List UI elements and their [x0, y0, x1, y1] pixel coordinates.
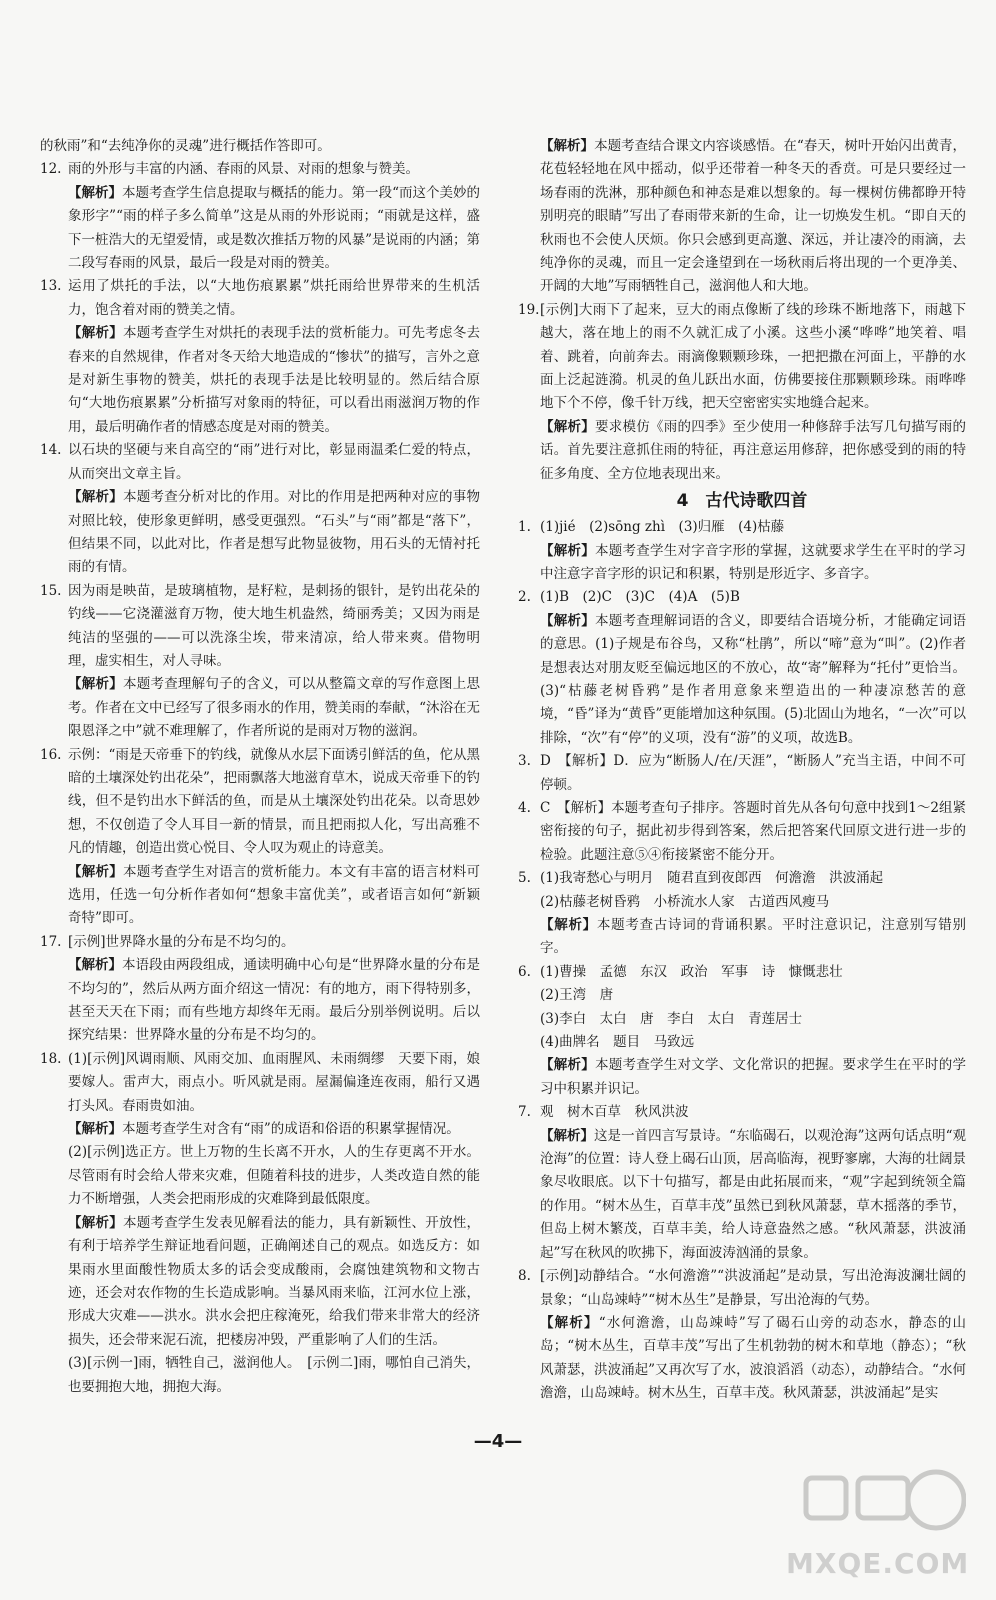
item-number: 1. — [518, 519, 531, 536]
answer-paragraph — [40, 1141, 480, 1211]
paragraph-text: 本题考查学生对文学、文化常识的把握。要求学生在平时的学习中积累并识记。 — [540, 1057, 966, 1097]
paragraph-text: 本题考查理解词语的含义，即要结合语境分析，才能确定词语的意思。(1)子规是布谷鸟，又称“杜鹃”，所以“啼”意为“叫”。(2)作者是想表达对朋友贬至偏远地区的不放心，故“寄”解释为“托付”更恰当。(3)“枯藤老树昏鸦”是作者用意象来塑造出的一种凄凉愁苦的意境，“昏”译为“黄昏”更能增加这种氛围。(5)北固山为地名，“一次”可以排除，“次”有“停”的义项，没有“游”的义项，故选B。 — [540, 612, 966, 746]
answer-item — [40, 439, 480, 486]
item-number: 2. — [518, 589, 531, 606]
analysis-paragraph — [40, 673, 480, 743]
answer-text: 雨的外形与丰富的内涵、春雨的风景、对雨的想象与赞美。 — [68, 161, 419, 178]
paragraph-text: 本题考查结合课文内容谈感悟。在“春天，树叶开始闪出黄青，花苞轻轻地在风中摇动，似乎还带着一种冬天的香贲。可是只要经过一场春雨的洗淋，那种颜色和神态是难以想象的。每一棵树仿佛都睁开特别明亮的眼睛”写出了春雨带来新的生命，让一切焕发生机。“即自天的秋雨也不会使人厌烦。你只会感到更高邈、深远，并让凄冷的雨滴，去纯净你的灵魂，而且一定会逢望到在一场秋雨后将出现的一个更净美、开阔的大地”写雨牺牲自己，滋润他人和大地。 — [540, 138, 966, 295]
answer-item — [40, 931, 480, 954]
answer-item — [518, 1265, 966, 1312]
paragraph-text: “水何澹澹，山岛竦峙”写了碣石山旁的动态水，静态的山岛；“树木丛生，百草丰茂”写出了生机勃勃的树木和草地（静态）；“秋风萧瑟，洪波涌起”又再次写了水，波浪滔滔（动态），动静结合。“水何澹澹，山岛竦峙。树木丛生，百草丰茂。秋风萧瑟，洪波涌起”是实 — [540, 1314, 966, 1402]
answer-text: [示例]动静结合。“水何澹澹”“洪波涌起”是动景，写出沧海波澜壮阔的景象；“山岛竦峙”“树木丛生”是静景，写出沧海的气势。 — [540, 1268, 966, 1308]
answer-paragraph — [518, 984, 966, 1007]
item-number: 18. — [40, 1050, 62, 1067]
watermark-text: MXQE.COM — [786, 1547, 970, 1580]
paragraph-text: 本语段由两段组成，通读明确中心句是“世界降水量的分布是不均匀的”，然后从两方面介绍这一情况：有的地方，雨下得特别多，甚至天天在下雨；而有些地方却终年无雨。最后分别举例说明。后以探究结果：世界降水量的分布是不均匀的。 — [68, 957, 480, 1044]
paragraph-text: (2)王湾 唐 — [540, 987, 614, 1004]
paragraph-text: (3)[示例一]雨，牺牲自己，滋润他人。 [示例二]雨，哪怕自己消失，也要拥抱大地，拥抱大海。 — [68, 1355, 480, 1395]
analysis-paragraph — [518, 540, 966, 587]
item-number: 5. — [518, 870, 531, 887]
answer-item — [40, 744, 480, 861]
paragraph-text: (2)[示例]选正方。世上万物的生长离不开水，人的生存更离不开水。尽管雨有时会给人带来灾难，但随着科技的进步，人类改造自然的能力不断增强，人类会把雨形成的灾难降到最低限度。 — [68, 1144, 480, 1208]
paragraph-text: 这是一首四言写景诗。“东临碣石，以观沧海”这两句话点明“观沧海”的位置：诗人登上碣石山顶，居高临海，视野寥廓，大海的壮阔景象尽收眼底。以下十句描写，都是由此拓展而来，“观”字起到统领全篇的作用。“树木丛生，百草丰茂”虽然已到秋风萧瑟，草木摇落的季节，但岛上树木繁茂，百草丰美，给人诗意盎然之感。“秋风萧瑟，洪波涌起”写在秋风的吹拂下，海面波涛汹涌的景象。 — [540, 1127, 966, 1261]
paragraph-text: 本题考查学生对字音字形的掌握，这就要求学生在平时的学习中注意字音字形的识记和积累，特别是形近字、多音字。 — [540, 542, 966, 582]
answer-text: (1)B (2)C (3)C (4)A (5)B — [540, 589, 740, 606]
answer-item — [518, 516, 966, 539]
analysis-tag: 【解析】 — [68, 489, 123, 506]
answer-item — [518, 299, 966, 416]
paragraph-text: 本题考查学生对烘托的表现手法的赏析能力。可先考虑冬去春来的自然规律，作者对冬天给大地造成的“惨状”的描写，言外之意是对新生事物的赞美，烘托的表现手法是比较明显的。然后结合原句“大地伤痕累累”分析描写对象雨的特征，可以看出雨滋润万物的作用，最后明确作者的情感态度是对雨的赞美。 — [68, 325, 481, 435]
answer-text: 示例：“雨是天帝垂下的钓线，就像从水层下面诱引鲜活的鱼，佗从黑暗的土壤深处钓出花朵”，把雨飘落大地滋育草木，说成天帝垂下的钓线，但不是钓出水下鲜活的鱼，而是从土壤深处钓出花朵。以奇思妙想，不仅创造了令人耳目一新的情景，而且把雨拟人化，写出高雅不凡的情趣，创造出赏心悦目、令人叹为观止的诗意美。 — [68, 746, 480, 857]
analysis-tag: 【解析】 — [540, 542, 595, 559]
answer-text: (1)[示例]风调雨顺、风雨交加、血雨腥风、未雨绸缪 天要下雨，娘要嫁人。雷声大，雨点小。听风就是雨。屋漏偏逢连夜雨，船行又遇打头风。春雨贵如油。 — [68, 1050, 480, 1114]
analysis-paragraph — [40, 954, 480, 1048]
item-number: 4. — [518, 799, 531, 816]
analysis-tag: 【解析】 — [68, 676, 123, 693]
analysis-tag: 【解析】 — [540, 418, 595, 435]
answer-text: 以石块的坚硬与来自高空的“雨”进行对比，彰显雨温柔仁爱的特点，从而突出文章主旨。 — [68, 442, 480, 482]
analysis-paragraph — [518, 610, 966, 750]
analysis-tag: 【解析】 — [68, 1214, 123, 1231]
analysis-tag: 【解析】 — [68, 184, 123, 201]
section-title: 4 古代诗歌四首 — [676, 491, 808, 512]
page-number: —4— — [473, 1431, 523, 1452]
analysis-paragraph — [518, 1125, 966, 1265]
right-column — [518, 135, 966, 1406]
item-number: 12. — [40, 161, 62, 178]
paragraph-text: 本题考查理解句子的含义，可以从整篇文章的写作意图上思考。作者在文中已经写了很多雨水的作用，赞美雨的奉献，“沐浴在无限恩泽之中”就不难理解了，作者所说的是雨对万物的滋润。 — [68, 676, 481, 740]
paragraph-text: (3)李白 太白 唐 李白 太白 青莲居士 — [540, 1010, 803, 1027]
item-number: 15. — [40, 582, 62, 599]
answer-text: 观 树木百草 秋风洪波 — [540, 1104, 689, 1121]
analysis-tag: 【解析】 — [540, 612, 595, 629]
answer-item — [518, 1101, 966, 1124]
answer-paragraph — [518, 1008, 966, 1031]
answer-item — [40, 275, 480, 322]
analysis-paragraph — [40, 1212, 480, 1352]
analysis-tag: 【解析】 — [68, 863, 123, 880]
answer-item — [518, 867, 966, 890]
item-number: 13. — [40, 278, 62, 295]
paragraph-text: 本题考查学生对含有“雨”的成语和俗语的积累掌握情况。 — [122, 1121, 460, 1138]
item-number: 17. — [40, 933, 62, 950]
item-number: 8. — [518, 1268, 531, 1285]
answer-text: 运用了烘托的手法，以“大地伤痕累累”烘托雨给世界带来的生机活力，饱含着对雨的赞美之情。 — [68, 278, 480, 318]
answer-text: [示例]世界降水量的分布是不均匀的。 — [68, 933, 295, 950]
paragraph-text: 本题考查古诗词的背诵积累。平时注意识记，注意别写错别字。 — [540, 917, 967, 957]
left-column — [40, 135, 480, 1399]
analysis-paragraph — [518, 914, 966, 961]
paragraph-text: (4)曲牌名 题目 马致远 — [540, 1034, 695, 1051]
analysis-paragraph — [40, 861, 480, 931]
item-number: 16. — [40, 746, 62, 763]
answer-text: C 【解析】本题考查句子排序。答题时首先从各句句意中找到1～2组紧密衔接的句子，据此初步得到答案，然后把答案代回原文进行进一步的检验。此题注意⑤④衔接紧密不能分开。 — [540, 799, 966, 863]
answer-text: (1)曹操 孟德 东汉 政治 军事 诗 慷慨悲壮 — [540, 963, 843, 980]
answer-text: (1)jié (2)sōng zhì (3)归雁 (4)枯藤 — [540, 519, 785, 536]
paragraph-text: 本题考查分析对比的作用。对比的作用是把两种对应的事物对照比较，使形象更鲜明，感受更强烈。“石头”与“雨”都是“落下”，但结果不同，以此对比，作者是想写此物显彼物，用石头的无情衬托雨的有情。 — [68, 489, 481, 576]
paragraph-text: 本题考查学生对语言的赏析能力。本文有丰富的语言材料可选用，任选一句分析作者如何“想象丰富优美”，或者语言如何“新颖奇特”即可。 — [68, 863, 481, 927]
answer-item — [518, 961, 966, 984]
analysis-tag: 【解析】 — [540, 917, 597, 933]
answer-item — [40, 1048, 480, 1118]
answer-text: D 【解析】D．应为“断肠人/在/天涯”，“断肠人”充当主语，中间不可停顿。 — [540, 753, 966, 793]
item-number: 14. — [40, 442, 62, 459]
answer-paragraph — [518, 1031, 966, 1054]
item-number: 6. — [518, 963, 531, 980]
item-number: 7. — [518, 1104, 531, 1121]
item-number: 3. — [518, 753, 531, 770]
answer-text: (1)我寄愁心与明月 随君直到夜郎西 何澹澹 洪波涌起 — [540, 870, 884, 887]
item-number: 19. — [518, 301, 540, 318]
answer-item — [518, 586, 966, 609]
paragraph-text: (2)枯藤老树昏鸦 小桥流水人家 古道西风瘦马 — [540, 893, 830, 910]
answer-paragraph — [40, 1352, 480, 1399]
analysis-paragraph — [40, 486, 480, 580]
analysis-paragraph — [518, 135, 966, 299]
paragraph-text: 本题考查学生信息提取与概括的能力。第一段“而这个美妙的象形字”“雨的样子多么简单”这是从雨的外形说雨；“雨就是这样，盛下一桩浩大的无望爱情，或是数次推括万物的风暴”是说雨的内涵；第二段写春雨的风景，最后一段是对雨的赞美。 — [68, 184, 480, 272]
answer-paragraph — [518, 891, 966, 914]
paragraph-text: 要求模仿《雨的四季》至少使用一种修辞手法写几句描写雨的话。首先要注意抓住雨的特征，再注意运用修辞，把你感受到的雨的特征多角度、全方位地表现出来。 — [540, 418, 966, 482]
analysis-tag: 【解析】 — [540, 1127, 595, 1144]
analysis-tag: 【解析】 — [540, 138, 595, 154]
analysis-tag: 【解析】 — [68, 1121, 122, 1138]
analysis-paragraph — [40, 182, 480, 276]
answer-paragraph — [40, 135, 480, 158]
analysis-paragraph — [40, 1118, 480, 1141]
analysis-paragraph — [518, 1312, 966, 1406]
analysis-tag: 【解析】 — [540, 1314, 599, 1331]
answer-item — [40, 580, 480, 674]
site-watermark — [786, 1460, 970, 1580]
analysis-tag: 【解析】 — [540, 1057, 595, 1074]
analysis-paragraph — [518, 1054, 966, 1101]
watermark-logo-icon — [786, 1460, 966, 1550]
answer-item — [518, 797, 966, 867]
answer-text: [示例]大雨下了起来，豆大的雨点像断了线的珍珠不断地落下，雨越下越大，落在地上的雨不久就汇成了小溪。这些小溪“哗哗”地笑着、唱着、跳着，向前奔去。雨滴像颗颗珍珠，一把把撒在河面上，平静的水面上泛起涟漪。机灵的鱼儿跃出水面，仿佛要接住那颗颗珍珠。雨哗哗地下个不停，像千针万线，把天空密密实实地缝合起来。 — [540, 301, 966, 412]
paragraph-text: 本题考查学生发表见解看法的能力，具有新颖性、开放性，有利于培养学生辩证地看问题，正确阐述自己的观点。如选反方：如果雨水里面酸性物质太多的话会变成酸雨，会腐蚀建筑物和文物古迹，还会对农作物的生长造成影响。当暴风雨来临，江河水位上涨，形成大灾难——洪水。洪水会把庄稼淹死，给我们带来非常大的经济损失，还会带来泥石流，把楼房冲毁，严重影响了人们的生活。 — [68, 1214, 481, 1348]
analysis-paragraph — [518, 416, 966, 486]
analysis-tag: 【解析】 — [68, 957, 123, 974]
answer-item — [40, 158, 480, 181]
analysis-tag: 【解析】 — [68, 325, 123, 342]
analysis-paragraph — [40, 322, 480, 439]
answer-text: 因为雨是映苗，是玻璃植物，是籽粒，是刺扬的银针，是钓出花朵的钓线——它浇灌滋育万物，使大地生机盎然，绮丽秀美；又因为雨是纯洁的坚强的——可以洗涤尘埃，带来清凉，给人带来爽。借物明理，虚实相生，对人寻味。 — [68, 582, 480, 669]
paragraph-text: 的秋雨”和“去纯净你的灵魂”进行概括作答即可。 — [40, 138, 331, 154]
answer-item — [518, 750, 966, 797]
